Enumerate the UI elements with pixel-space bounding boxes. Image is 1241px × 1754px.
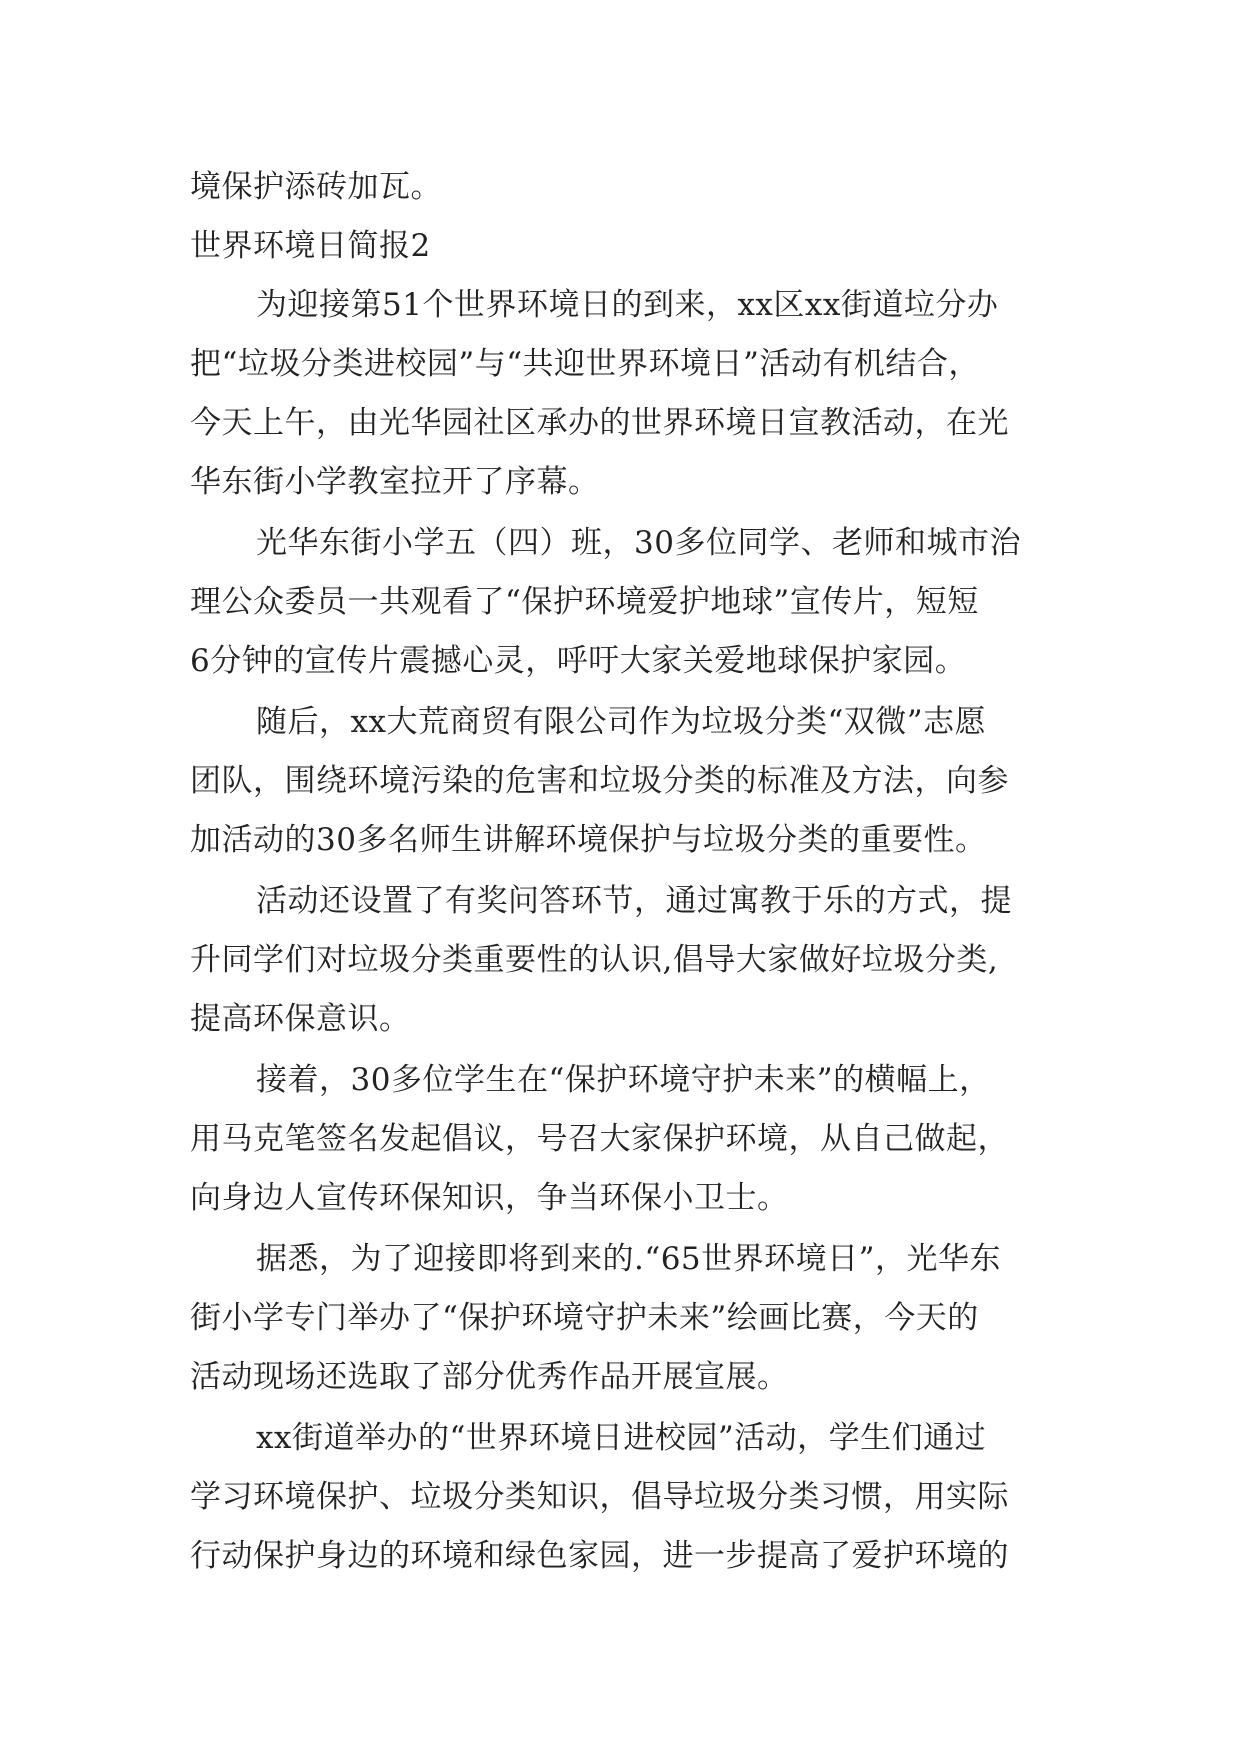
paragraph-2	[190, 514, 1050, 691]
paragraph-line: 提高环保意识。	[190, 1001, 411, 1037]
lead-line: 境保护添砖加瓦。	[190, 169, 442, 205]
paragraph-line: 华东街小学教室拉开了序幕。	[190, 464, 600, 500]
paragraph-line: 光华东街小学五（四）班，30多位同学、老师和城市治	[256, 525, 1021, 561]
paragraph-line: 用马克笔签名发起倡议，号召大家保护环境，从自己做起，	[190, 1121, 1009, 1157]
paragraph-line: 行动保护身边的环境和绿色家园，进一步提高了爱护环境的	[190, 1538, 1009, 1574]
paragraph-line: xx街道举办的“世界环境日进校园”活动，学生们通过	[256, 1420, 987, 1456]
paragraph-line: 理公众委员一共观看了“保护环境爱护地球”宣传片，短短	[190, 584, 979, 620]
paragraph-line: 今天上午，由光华园社区承办的世界环境日宣教活动，在光	[190, 405, 1009, 441]
paragraph-3	[190, 693, 1050, 870]
document-heading: 世界环境日简报2	[190, 228, 431, 264]
paragraph-line: 向身边人宣传环保知识，争当环保小卫士。	[190, 1180, 789, 1216]
paragraph-line: 据悉，为了迎接即将到来的.“65世界环境日”，光华东	[256, 1241, 1001, 1277]
paragraph-line: 随后，xx大荒商贸有限公司作为垃圾分类“双微”志愿	[256, 704, 987, 740]
document-body	[190, 158, 1050, 1586]
paragraph-line: 学习环境保护、垃圾分类知识，倡导垃圾分类习惯，用实际	[190, 1479, 1009, 1515]
paragraph-1	[190, 276, 1050, 512]
paragraph-line: 活动现场还选取了部分优秀作品开展宣展。	[190, 1359, 789, 1395]
paragraph-line: 6分钟的宣传片震撼心灵，呼吁大家关爱地球保护家园。	[190, 643, 967, 679]
paragraph-line: 升同学们对垃圾分类重要性的认识,倡导大家做好垃圾分类,	[190, 942, 999, 978]
paragraph-line: 团队，围绕环境污染的危害和垃圾分类的标准及方法，向参	[190, 763, 1009, 799]
paragraph-line: 接着，30多位学生在“保护环境守护未来”的横幅上，	[256, 1062, 991, 1098]
paragraph-line: 把“垃圾分类进校园”与“共迎世界环境日”活动有机结合，	[190, 346, 980, 382]
paragraph-line: 加活动的30多名师生讲解环境保护与垃圾分类的重要性。	[190, 822, 987, 858]
paragraph-7	[190, 1409, 1050, 1586]
paragraph-line: 活动还设置了有奖问答环节，通过寓教于乐的方式，提	[256, 883, 1012, 919]
paragraph-4	[190, 872, 1050, 1049]
paragraph-5	[190, 1051, 1050, 1228]
paragraph-6	[190, 1230, 1050, 1407]
paragraph-line: 街小学专门举办了“保护环境守护未来”绘画比赛，今天的	[190, 1300, 979, 1336]
paragraph-line: 为迎接第51个世界环境日的到来，xx区xx街道垃分办	[256, 287, 999, 323]
